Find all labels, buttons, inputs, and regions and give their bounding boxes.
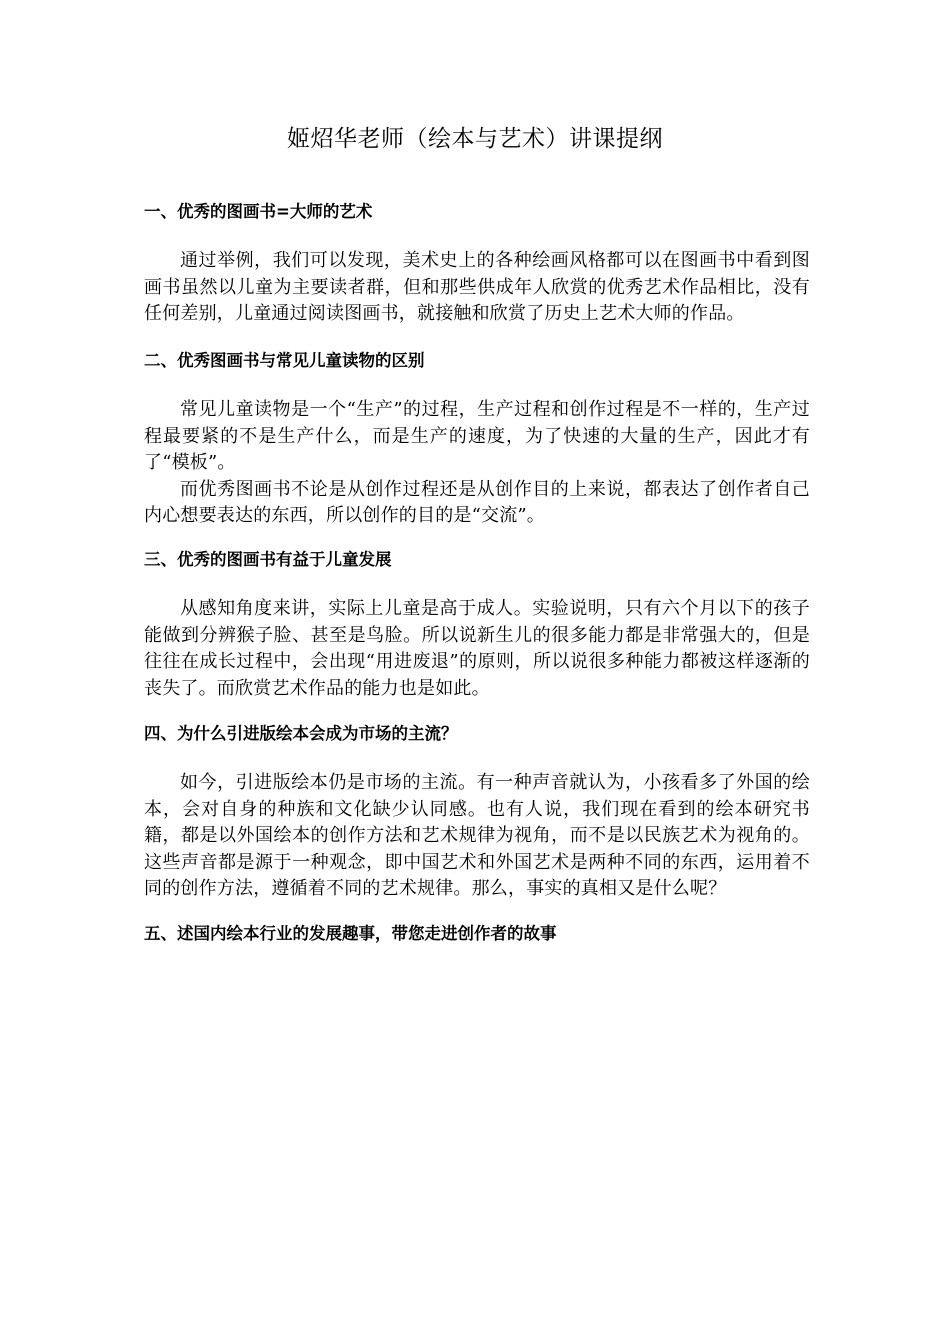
section-paragraph: 从感知角度来讲，实际上儿童是高于成人。实验说明，只有六个月以下的孩子能做到分辨猴子脸、甚至是鸟脸。所以说新生儿的很多能力都是非常强大的，但是往往在成长过程中，会出现“用进废退”的原则，所以说很多种能力都被这样逐渐的丧失了。而欣赏艺术作品的能力也是如此。 bbox=[144, 598, 810, 699]
section-5 bbox=[144, 922, 810, 946]
section-1 bbox=[144, 200, 810, 328]
section-heading: 一、优秀的图画书=大师的艺术 bbox=[144, 202, 373, 221]
section-paragraph: 常见儿童读物是一个“生产”的过程，生产过程和创作过程是不一样的，生产过程最要紧的不是生产什么，而是生产的速度，为了快速的大量的生产，因此才有了“模板”。 bbox=[144, 399, 810, 473]
page-title: 姬炤华老师（绘本与艺术）讲课提纲 bbox=[287, 126, 663, 152]
section-3 bbox=[144, 548, 810, 702]
section-paragraph: 如今，引进版绘本仍是市场的主流。有一种声音就认为，小孩看多了外国的绘本，会对自身的种族和文化缺少认同感。也有人说，我们现在看到的绘本研究书籍，都是以外国绘本的创作方法和艺术规律为视角，而不是以民族艺术为视角的。这些声音都是源于一种观念，即中国艺术和外国艺术是两种不同的东西，运用着不同的创作方法，遵循着不同的艺术规律。那么，事实的真相又是什么呢？ bbox=[144, 772, 810, 899]
section-heading: 四、为什么引进版绘本会成为市场的主流？ bbox=[144, 724, 458, 743]
section-heading: 五、述国内绘本行业的发展趣事，带您走进创作者的故事 bbox=[144, 924, 557, 943]
section-paragraph: 通过举例，我们可以发现，美术史上的各种绘画风格都可以在图画书中看到图画书虽然以儿童为主要读者群，但和那些供成年人欣赏的优秀艺术作品相比，没有任何差别，儿童通过阅读图画书，就接触和欣赏了历史上艺术大师的作品。 bbox=[144, 250, 810, 324]
section-heading: 三、优秀的图画书有益于儿童发展 bbox=[144, 550, 392, 569]
section-2 bbox=[144, 349, 810, 530]
section-heading: 二、优秀图画书与常见儿童读物的区别 bbox=[144, 351, 425, 370]
section-4 bbox=[144, 722, 810, 903]
section-paragraph: 而优秀图画书不论是从创作过程还是从创作目的上来说，都表达了创作者自己内心想要表达的东西，所以创作的目的是“交流”。 bbox=[144, 478, 810, 526]
